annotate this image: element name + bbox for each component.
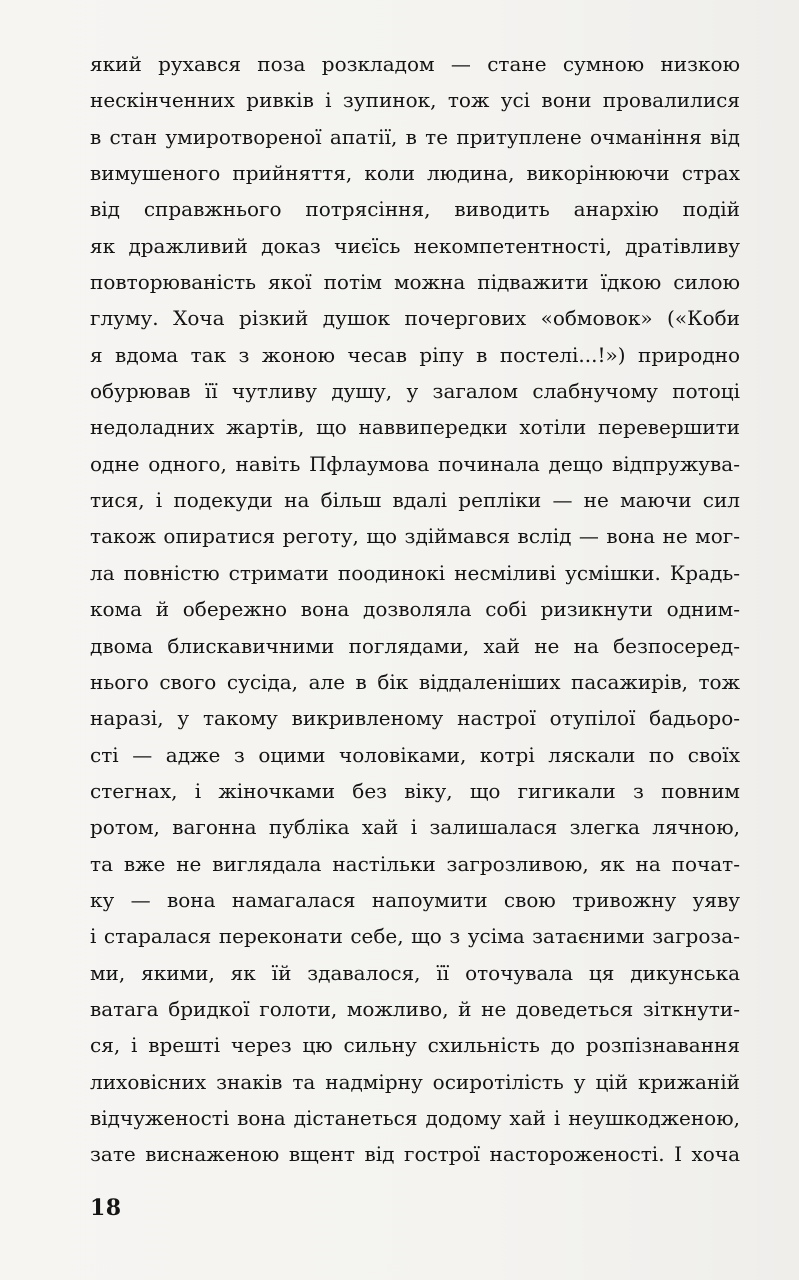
page-number: 18: [90, 1195, 122, 1221]
text-line: та вже не виглядала настільки загрозливою, як на почат-: [90, 851, 740, 876]
text-line: я вдома так з жоною чесав ріпу в постелі...!») природно: [90, 342, 740, 367]
body-text: [90, 46, 740, 1173]
text-line: як дражливий доказ чиєїсь некомпетентності, дратівливу: [90, 233, 740, 258]
text-line: обурював її чутливу душу, у загалом слабнучому потоці: [90, 379, 740, 404]
text-line: кома й обережно вона дозволяла собі ризикнути одним-: [90, 597, 740, 622]
text-line: повторюваність якої потім можна підважити їдкою силою: [90, 270, 740, 295]
text-line: глуму. Хоча різкий душок почергових «обмовок» («Коби: [90, 306, 740, 331]
text-line: ла повністю стримати поодинокі несміливі усмішки. Крадь-: [90, 560, 740, 585]
text-line: відчуженості вона дістанеться додому хай і неушкодженою,: [90, 1105, 740, 1130]
text-line: ми, якими, як їй здавалося, її оточувала ця дикунська: [90, 960, 740, 985]
text-line: нескінченних ривків і зупинок, тож усі вони провалилися: [90, 88, 740, 113]
text-line: нього свого сусіда, але в бік віддаленіших пасажирів, тож: [90, 669, 740, 694]
text-line: ся, і врешті через цю сильну схильність до розпізнавання: [90, 1033, 740, 1058]
text-line: і старалася переконати себе, що з усіма затаєними загроза-: [90, 924, 740, 949]
text-line: в стан умиротвореної апатії, в те притуплене очманіння від: [90, 124, 740, 149]
text-line: лиховісних знаків та надмірну осиротілість у цій крижаній: [90, 1069, 740, 1094]
text-line: ротом, вагонна публіка хай і залишалася злегка лячною,: [90, 815, 740, 840]
text-line: двома блискавичними поглядами, хай не на безпосеред-: [90, 633, 740, 658]
text-line: одне одного, навіть Пфлаумова починала дещо відпружува-: [90, 451, 740, 476]
text-line: стегнах, і жіночками без віку, що гигикали з повним: [90, 778, 740, 803]
text-line: наразі, у такому викривленому настрої отупілої бадьоро-: [90, 706, 740, 731]
text-line: ватага бридкої голоти, можливо, й не доведеться зіткнути-: [90, 996, 740, 1021]
text-line: вимушеного прийняття, коли людина, викорінюючи страх: [90, 161, 740, 186]
text-line: тися, і подекуди на більш вдалі репліки — не маючи сил: [90, 488, 740, 513]
text-line: також опиратися реготу, що здіймався вслід — вона не мог-: [90, 524, 740, 549]
text-line: недоладних жартів, що наввипередки хотіли перевершити: [90, 415, 740, 440]
text-line: від справжнього потрясіння, виводить анархію подій: [90, 197, 740, 222]
text-line: зате виснаженою вщент від гострої настороженості. І хоча: [90, 1142, 740, 1167]
text-line: сті — адже з оцими чоловіками, котрі ляскали по своїх: [90, 742, 740, 767]
text-line: ку — вона намагалася напоумити свою тривожну уяву: [90, 887, 740, 912]
text-line: який рухався поза розкладом — стане сумною низкою: [90, 52, 740, 76]
